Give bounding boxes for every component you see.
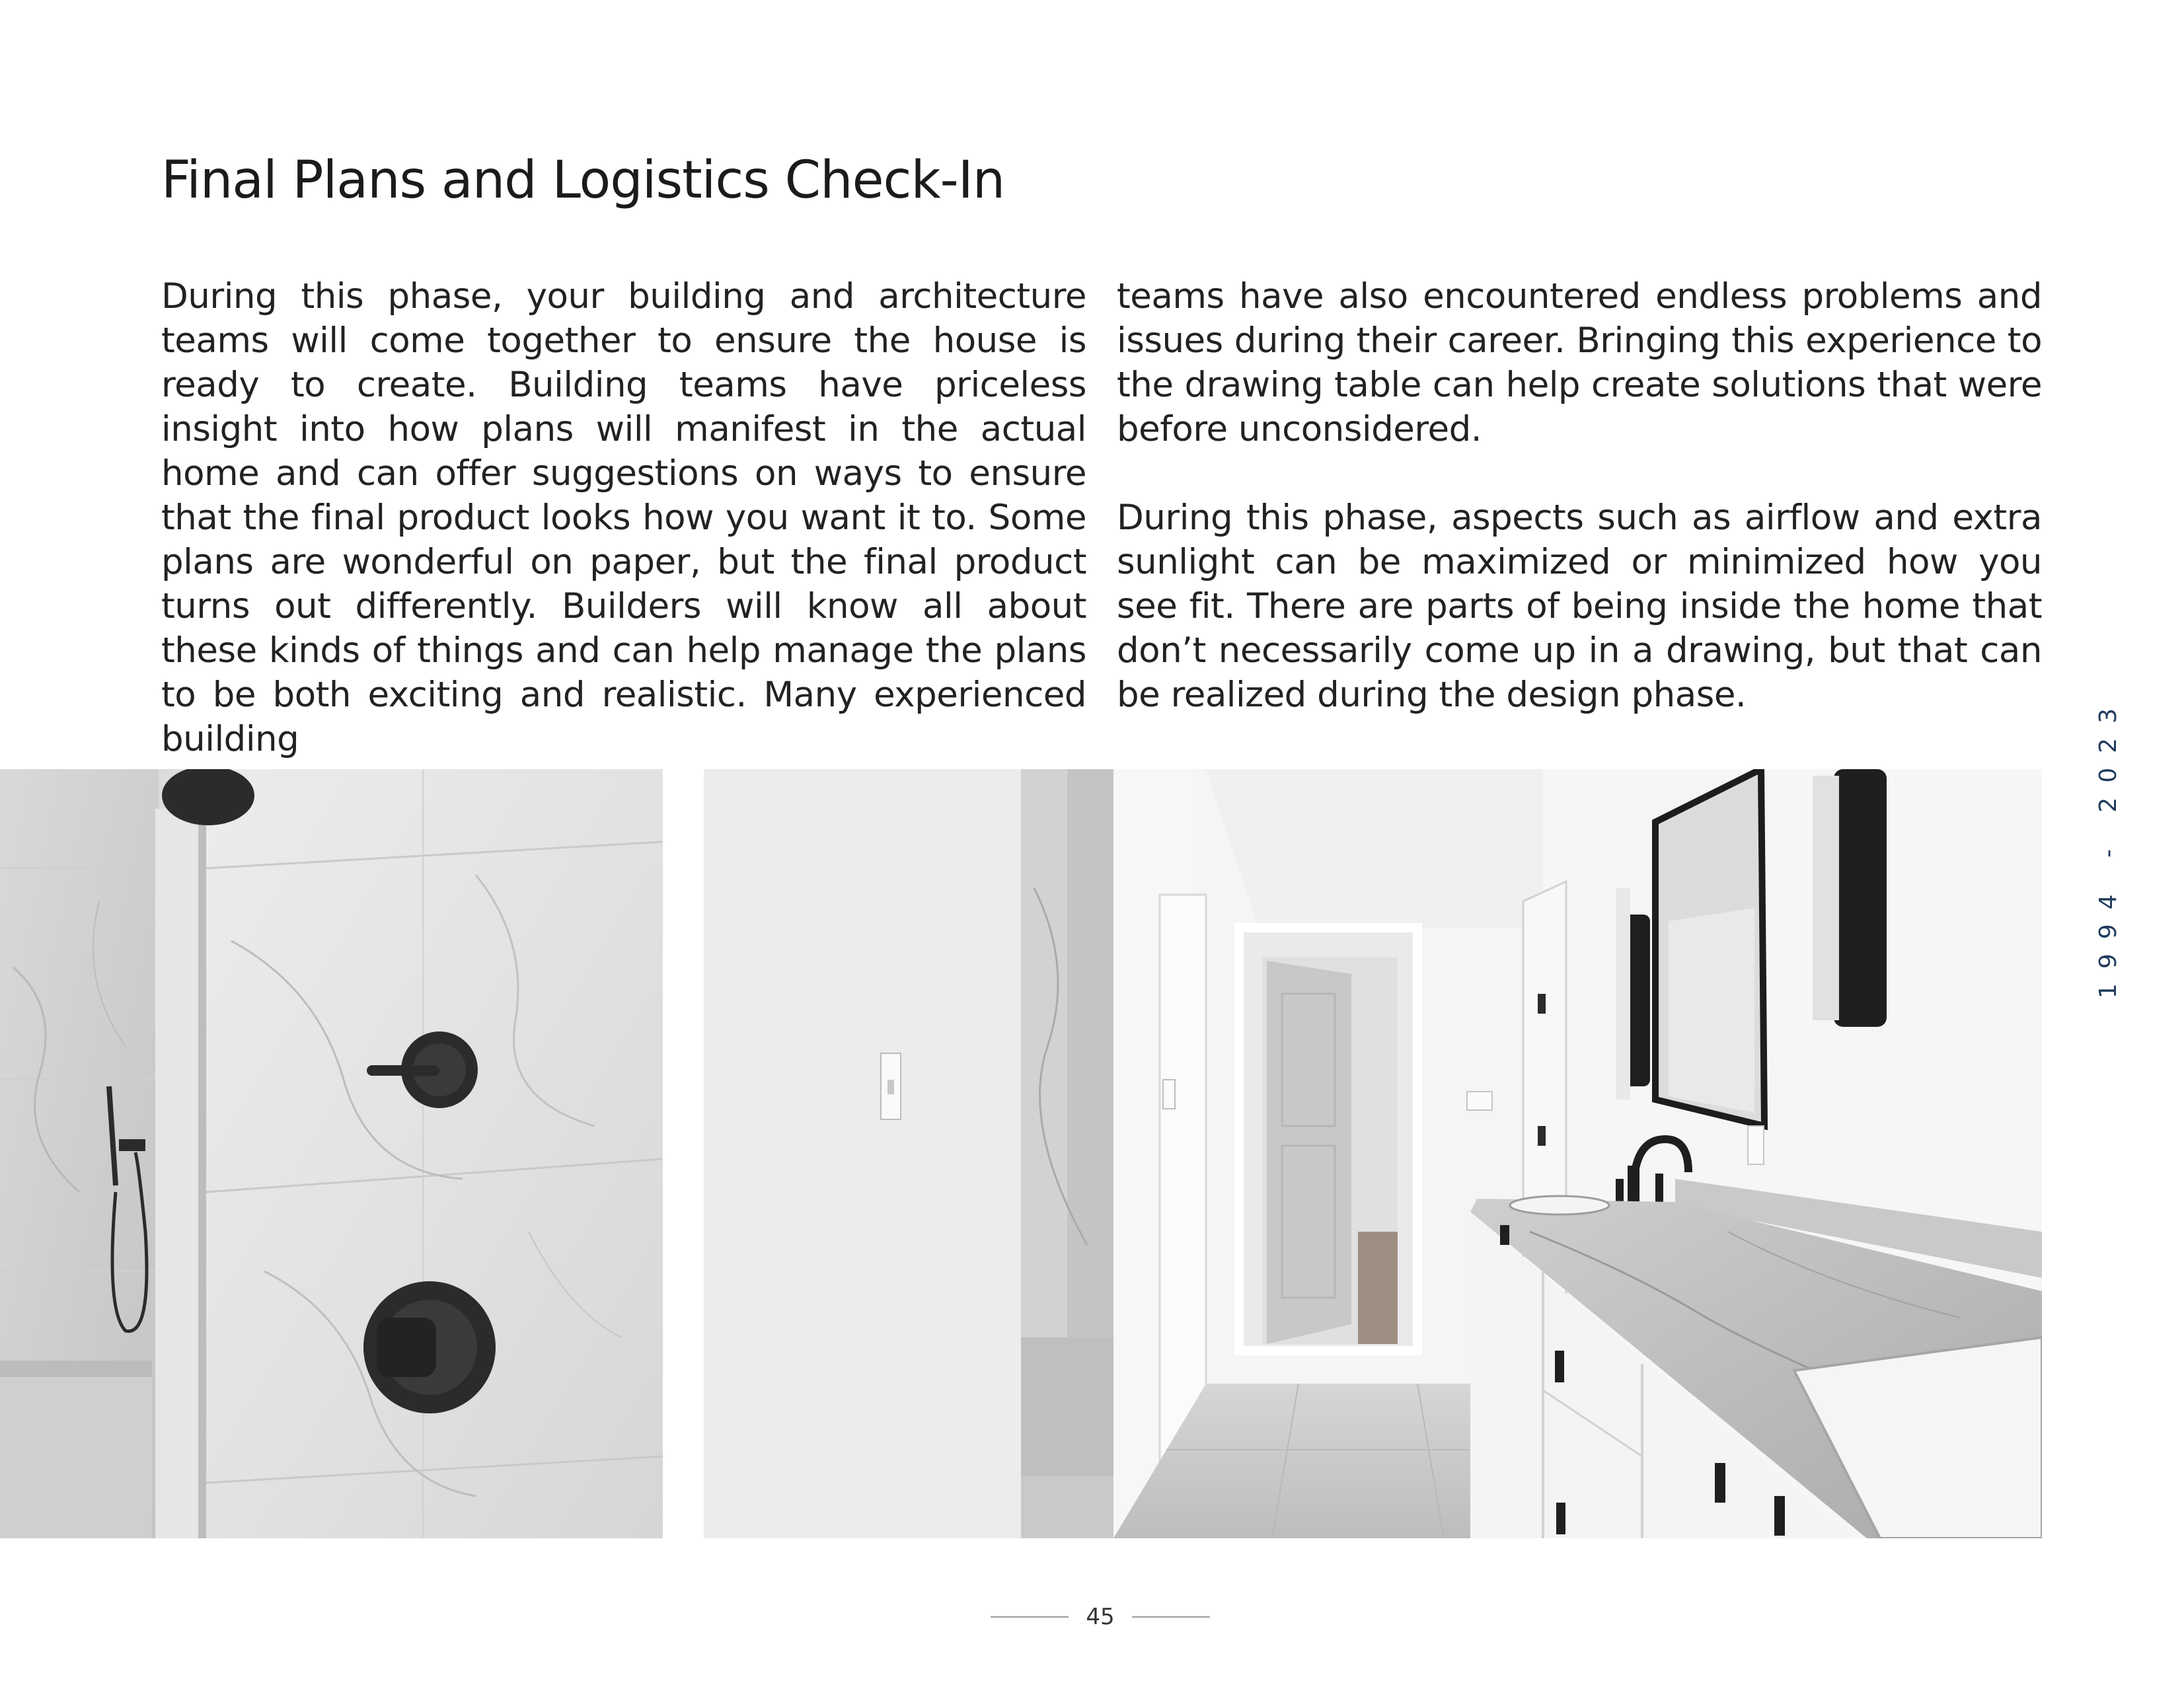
- shower-illustration: [0, 769, 663, 1538]
- years-text: 1994 - 2023: [2095, 693, 2123, 998]
- body-column-right: [1117, 274, 2042, 717]
- page-title: Final Plans and Logistics Check-In: [161, 151, 1005, 210]
- body-paragraph: During this phase, aspects such as airflow and extra sunlight can be maximized or minimized how you see fit. There are parts of being inside the home that don’t necessarily come up in a drawing, but that can be realized during the design phase.: [1117, 498, 2042, 715]
- side-years-label: [2095, 693, 2123, 998]
- footer-rule-right: [1132, 1616, 1210, 1618]
- footer-rule-left: [991, 1616, 1069, 1618]
- page-number: 45: [1086, 1604, 1115, 1630]
- body-paragraph: teams have also encountered endless problems and issues during their career. Bringing this experience to the drawing table can help create solutions that were before unconsidered.: [1117, 276, 2042, 449]
- page-footer: [988, 1600, 1213, 1633]
- body-column-left: [161, 274, 1086, 761]
- bathroom-illustration: [704, 769, 2042, 1538]
- bathroom-photo: [704, 769, 2042, 1538]
- shower-photo: [0, 769, 663, 1538]
- body-paragraph: During this phase, your building and architecture teams will come together to ensure the house is ready to create. Building teams have priceless insight into how plans will manifest in the actual home and can offer suggestions on ways to ensure that the final product looks how you want it to. Some plans are wonderful on paper, but the final product turns out differently. Builders will know all about these kinds of things and can help manage the plans to be both exciting and realistic. Many experienced building: [161, 276, 1086, 759]
